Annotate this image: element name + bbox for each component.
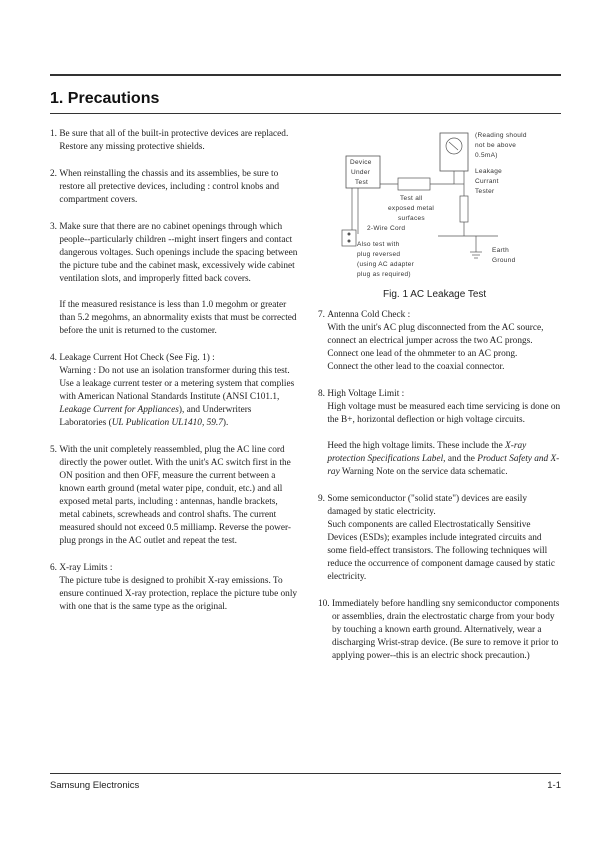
item-text: Make sure that there are no cabinet openings through which people--particularly children --might insert fingers and contact dangerous voltages. Such openings include the spacing between the picture tube and the cabinet mask, excessively wide cabinet ventilation slots, and improperly fitted back covers. xyxy=(59,222,298,284)
ac-leakage-diagram xyxy=(330,128,560,288)
item-heading: X-ray Limits : xyxy=(59,563,113,573)
item-text: When reinstalling the chassis and its assemblies, be sure to restore all pretective devices, including : control knobs and compartment covers. xyxy=(59,169,280,205)
also-test-3: (using AC adapter xyxy=(357,261,415,268)
item-text: With the unit completely reassembled, plug the AC line cord directly the power outlet. With the unit's AC switch first in the ON position and then OFF, measure the current between a known earth ground (metal water pipe, conduit, etc.) and all exposed metal parts, including : antennas, handle brackets, metal cabinets, screwheads and control shafts. The current measured should not exceed 0.5 milliamp. Reverse the power-plug prongs in the AC outlet and repeat the test. xyxy=(59,445,291,546)
list-item: 5. With the unit completely reassembled, plug the AC line cord directly the power outlet. With the unit's AC switch first in the ON position and then OFF, measure the current between a known earth ground (metal water pipe, conduit, etc.) and all exposed metal parts, including : antennas, handle brackets, metal cabinets, screwheads and control shafts. The current measured should not exceed 0.5 milliamp. Reverse the power-plug prongs in the AC outlet and repeat the test. xyxy=(50,444,298,548)
section-title: 1. Precautions xyxy=(50,90,160,107)
list-item: 10. Immediately before handling sny semiconductor components or assemblies, drain the electrostatic charge from your body by touching a known earth ground. Alternatively, wear a discharging Wrist-strap device. (Be sure to remove it prior to applying power--this is an electric shock precaution.) xyxy=(318,598,562,663)
item-note: If the measured resistance is less than 1.0 megohm or greater than 5.2 megohms, an abnormality exists that must be corrected before the unit is returned to the customer. xyxy=(59,300,297,336)
item-text: Warning : Do not use an isolation transformer during this test. Use a leakage current tester or a metering system that complies with American National Standards Institute (ANSI C101.1, Leakage Current for Appliances), and Underwriters Laboratories (UL Publication UL1410, 59.7). xyxy=(59,366,295,428)
device-label-2: Under xyxy=(351,169,371,176)
also-test-2: plug reversed xyxy=(357,251,401,258)
item-heading: High Voltage Limit : xyxy=(327,389,405,399)
tester-resistor xyxy=(460,196,468,222)
title-rule xyxy=(50,113,561,114)
item-text: Be sure that all of the built-in protective devices are replaced. Restore any missing protective shields. xyxy=(59,129,289,152)
item-text: High voltage must be measured each time servicing is done on the B+, horizontal deflection or high voltage circuits. xyxy=(327,402,561,425)
figure-caption: Fig. 1 AC Leakage Test xyxy=(383,289,487,300)
tester-3: Tester xyxy=(475,188,495,195)
item-text: Immediately before handling sny semiconductor components or assemblies, drain the electrostatic charge from your body by touching a known earth ground. Alternatively, wear a discharging Wrist-strap device. (Be sure to remove it prior to applying power--this is an electric shock precaution.) xyxy=(331,599,560,661)
test-all-2: exposed metal xyxy=(388,205,435,212)
device-label-1: Device xyxy=(350,159,372,166)
right-column xyxy=(318,309,562,677)
left-column xyxy=(50,128,298,628)
list-item: 2. When reinstalling the chassis and its assemblies, be sure to restore all pretective devices, including : control knobs and compartment covers. xyxy=(50,168,298,207)
item-heading: Antenna Cold Check : xyxy=(327,310,411,320)
footer-company: Samsung Electronics xyxy=(50,780,140,791)
page-number: 1-1 xyxy=(547,780,561,791)
reading-1: (Reading should xyxy=(475,132,527,139)
item-text: With the unit's AC plug disconnected from the AC source, connect an electrical jumper across the two AC prongs. Connect one lead of the ohmmeter to an AC prong. xyxy=(327,323,544,359)
list-item: 9. Some semiconductor ("solid state") devices are easily damaged by static electricity. Such components are called Electrostatically Sensitive Devices (ESDs); examples include integrated circuits and some field-effect transistors. The following techniques will reduce the occurrence of component damage caused by static electricity. xyxy=(318,493,562,584)
list-item: 7. Antenna Cold Check : With the unit's AC plug disconnected from the AC source, connect an electrical jumper across the two AC prongs. Connect one lead of the ohmmeter to an AC prong. Connect the other lead to the coaxial connector. xyxy=(318,309,562,374)
list-item: 6. X-ray Limits : The picture tube is designed to prohibit X-ray emissions. To ensure continued X-ray protection, replace the picture tube only with one that is the same type as the original. xyxy=(50,563,298,612)
test-all-1: Test all xyxy=(400,195,423,202)
test-all-3: surfaces xyxy=(398,215,425,222)
reading-2: not be above xyxy=(475,142,517,149)
tester-2: Currant xyxy=(475,178,499,185)
item-text: Some semiconductor ("solid state") devices are easily damaged by static electricity. xyxy=(327,494,527,517)
reading-3: 0.5mA) xyxy=(475,152,498,159)
also-test-1: Also test with xyxy=(357,241,400,248)
meter-box xyxy=(440,133,468,171)
top-rule xyxy=(50,74,561,76)
list-item: 8. High Voltage Limit : High voltage must be measured each time servicing is done on the B+, horizontal deflection or high voltage circuits. Heed the high voltage limits. These include the X-ray protection Specifications Label, and the Product Safety and X-ray Warning Note on the service data schematic. xyxy=(318,389,561,477)
list-item: 3. Make sure that there are no cabinet openings through which people--particularly children --might insert fingers and contact dangerous voltages. Such openings include the spacing between the picture tube and the cabinet mask, excessively wide cabinet ventilation slots, and improperly fitted back covers. If the measured resistance is less than 1.0 megohm or greater than 5.2 megohms, an abnormality exists that must be corrected before the unit is returned to the customer. xyxy=(50,222,298,336)
tester-1: Leakage xyxy=(475,168,503,175)
earth-2: Ground xyxy=(492,257,516,264)
item-text: Connect the other lead to the coaxial connector. xyxy=(327,362,505,372)
two-wire-label: 2-Wire Cord xyxy=(367,225,406,232)
list-item: 4. Leakage Current Hot Check (See Fig. 1) : Warning : Do not use an isolation transformer during this test. Use a leakage current tester or a metering system that complies with American National Standards Institute (ANSI C101.1, Leakage Current for Appliances), and Underwriters Laboratories (UL Publication UL1410, 59.7). xyxy=(50,352,298,430)
test-probe xyxy=(398,178,430,190)
list-item: 1. Be sure that all of the built-in protective devices are replaced. Restore any missing protective shields. xyxy=(50,128,298,154)
item-text: The picture tube is designed to prohibit X-ray emissions. To ensure continued X-ray protection, replace the picture tube only with one that is the same type as the original. xyxy=(59,576,298,612)
footer-rule xyxy=(50,773,561,774)
item-text: Such components are called Electrostatically Sensitive Devices (ESDs); examples include integrated circuits and some field-effect transistors. The following techniques will reduce the occurrence of component damage caused by static electricity. xyxy=(327,520,555,582)
item-note: Heed the high voltage limits. These include the X-ray protection Specifications Label, and the Product Safety and X-ray Warning Note on the service data schematic. xyxy=(327,441,560,477)
outlet-icon xyxy=(342,230,356,246)
earth-1: Earth xyxy=(492,247,510,254)
also-test-4: plug as required) xyxy=(357,271,411,278)
item-heading: Leakage Current Hot Check (See Fig. 1) : xyxy=(59,353,215,363)
device-label-3: Test xyxy=(355,179,369,186)
